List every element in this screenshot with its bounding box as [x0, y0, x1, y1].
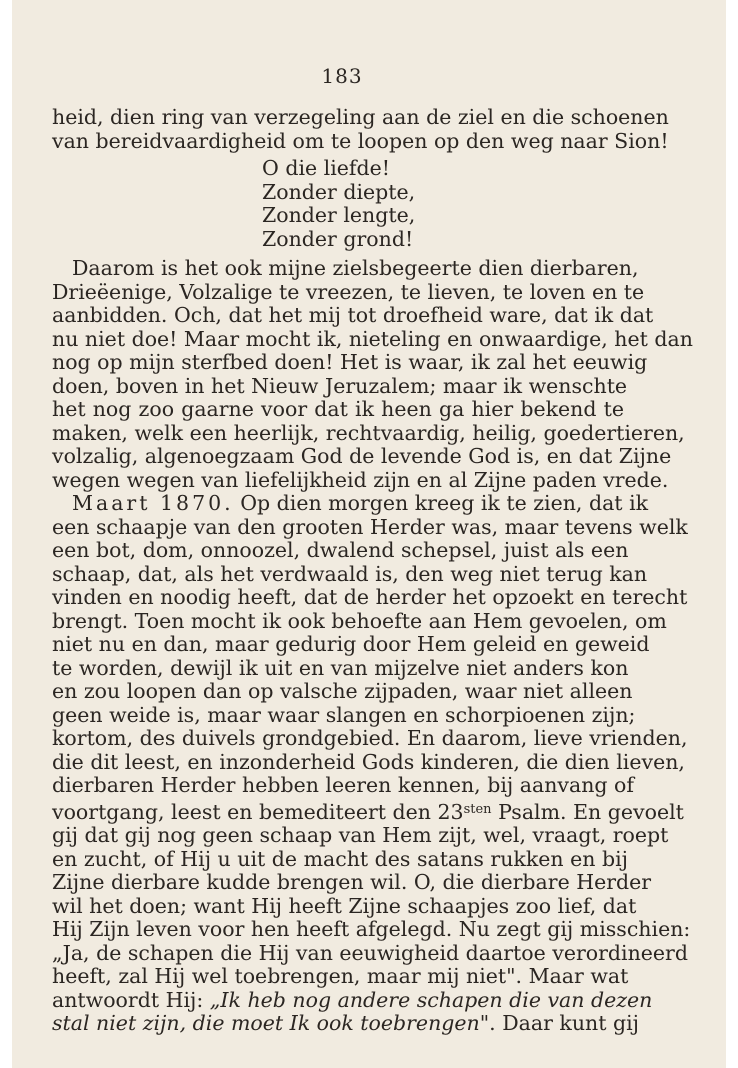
text-span: voortgang, leest en bemediteert den 23: [52, 799, 464, 824]
text-line: doen, boven in het Nieuw Jeruzalem; maar ik wenschte: [52, 373, 628, 398]
text-line: het nog zoo gaarne voor dat ik heen ga hier bekend te: [52, 397, 624, 421]
text-line: [52, 987, 653, 1013]
text-line: geen weide is, maar waar slangen en schorpioenen zijn;: [52, 702, 636, 727]
text-span: antwoordt Hij:: [52, 987, 210, 1012]
text-line: maken, welk een heerlijk, rechtvaardig, heilig, goedertieren,: [52, 420, 685, 445]
text-line: kortom, des duivels grondgebied. En daarom, lieve vrienden,: [52, 726, 688, 750]
text-line: Drieëenige, Volzalige te vreezen, te lieven, te loven en te: [52, 279, 645, 304]
text-line: Daarom is het ook mijne zielsbegeerte dien dierbaren,: [72, 256, 639, 280]
text-line: gij dat gij nog geen schaap van Hem zijt, wel, vraagt, roept: [52, 823, 669, 847]
text-line: Hij Zijn leven voor hen heeft afgelegd. Nu zegt gij misschien:: [52, 917, 691, 941]
quote-italic: „Ik heb nog andere schapen die van dezen: [209, 987, 653, 1012]
text-line: „Ja, de schapen die Hij van eeuwigheid daartoe verordineerd: [52, 940, 688, 965]
text-line: te worden, dewijl ik uit en van mijzelve niet anders kon: [52, 655, 629, 680]
text-line: aanbidden. Och, dat het mij tot droefheid ware, dat ik dat: [52, 303, 654, 327]
poem-line: Zonder grond!: [262, 226, 414, 251]
text-span: . Daar kunt gij: [489, 1011, 640, 1035]
date-heading: Maart 1870.: [72, 491, 234, 515]
text-line: nog op mijn sterfbed doen! Het is waar, ik zal het eeuwig: [52, 350, 648, 374]
intro-text: [52, 105, 669, 153]
text-line: die dit leest, en inzonderheid Gods kinderen, die dien lieven,: [52, 749, 685, 774]
poem-line: Zonder lengte,: [262, 203, 416, 227]
poem-line: O die liefde!: [262, 156, 390, 180]
text-line: wegen wegen van liefelijkheid zijn en al Zijne paden vrede.: [52, 467, 669, 492]
text-span: Op dien morgen kreeg ik te zien, dat ik: [233, 491, 649, 515]
text-line: niet nu en dan, maar gedurig door Hem geleid en geweid: [52, 632, 650, 656]
text-line: dierbaren Herder hebben leeren kennen, bij aanvang of: [52, 773, 634, 797]
page-number: 183: [321, 64, 363, 88]
text-line: van bereidvaardigheid om te loopen op den weg naar Sion!: [52, 128, 669, 153]
text-line: en zou loopen dan op valsche zijpaden, waar niet alleen: [52, 679, 633, 703]
text-line: [52, 798, 684, 825]
text-line: [52, 491, 649, 516]
text-line: schaap, dat, als het verdwaald is, den weg niet terug kan: [52, 561, 648, 586]
text-line: heeft, zal Hij wel toebrengen, maar mij niet". Maar wat: [52, 964, 629, 988]
text-span: Psalm. En gevoelt: [491, 799, 684, 824]
text-line: volzalig, algenoegzaam God de levende God is, en dat Zijne: [52, 444, 672, 468]
text-line: Zijne dierbare kudde brengen wil. O, die dierbare Herder: [52, 870, 652, 894]
poem: [262, 157, 624, 251]
text-line: [52, 1011, 640, 1036]
text-line: brengt. Toen mocht ik ook behoefte aan Hem gevoelen, om: [52, 608, 667, 633]
text-line: nu niet doe! Maar mocht ik, nieteling en onwaardige, het dan: [52, 326, 693, 351]
page-content: [52, 62, 693, 1036]
poem-line: Zonder diepte,: [262, 179, 416, 204]
text-line: een bot, dom, onnoozel, dwalend schepsel, juist als een: [52, 538, 629, 562]
paragraph-2: [52, 491, 691, 1036]
quote-italic: stal niet zijn, die moet Ik ook toebrengen": [52, 1011, 490, 1035]
text-line: wil het doen; want Hij heeft Zijne schaapjes zoo lief, dat: [52, 893, 637, 918]
text-line: een schaapje van den grooten Herder was, maar tevens welk: [52, 514, 688, 539]
text-line: en zucht, of Hij u uit de macht des satans rukken en bij: [52, 846, 628, 871]
text-line: vinden en noodig heeft, dat de herder het opzoekt en terecht: [52, 585, 688, 609]
book-page: [12, 0, 726, 1068]
paragraph-1: [52, 256, 693, 492]
ordinal-superscript: sten: [463, 801, 492, 817]
text-line: heid, dien ring van verzegeling aan de ziel en die schoenen: [52, 105, 669, 129]
